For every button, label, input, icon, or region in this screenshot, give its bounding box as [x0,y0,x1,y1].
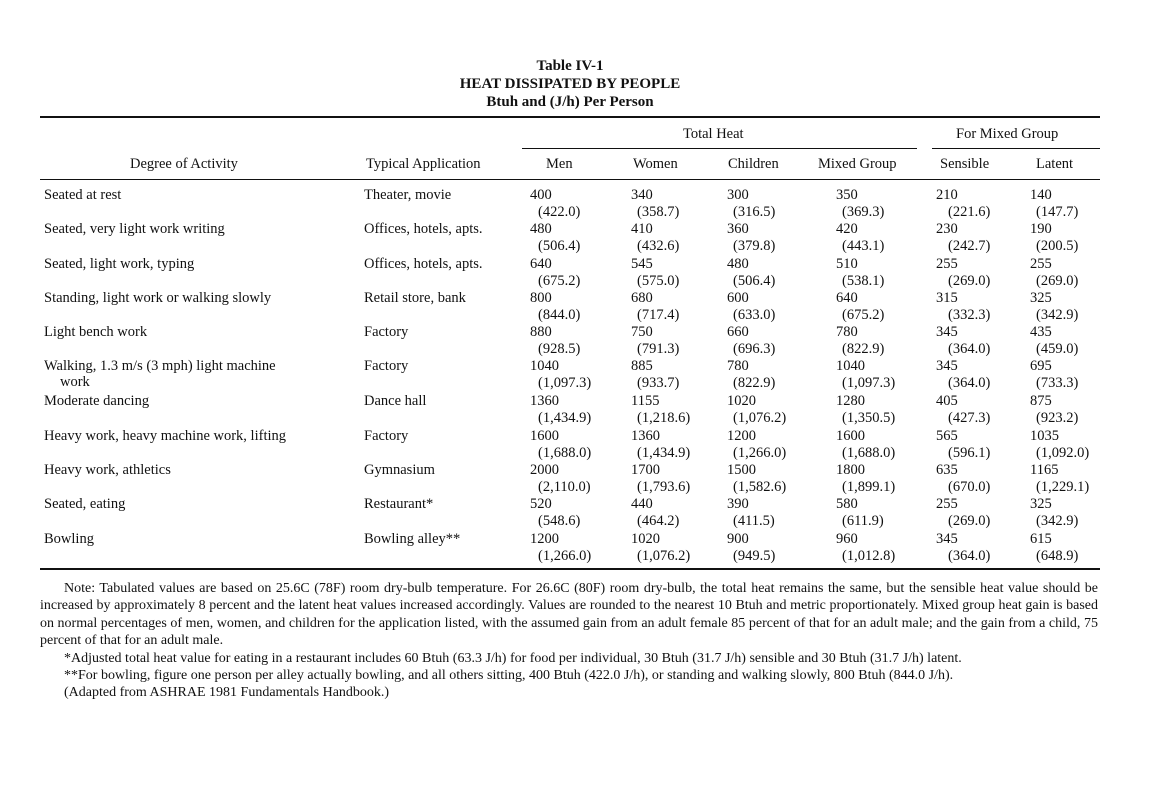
children-btuh-cell: 660 [727,324,749,340]
women-jh-cell: (1,434.9) [637,445,691,461]
typical-application-cell: Factory [364,358,409,374]
women-btuh-cell: 440 [631,496,653,512]
women-btuh-cell: 1155 [631,393,660,409]
children-jh-cell: (1,076.2) [733,410,787,426]
children-jh-cell: (1,266.0) [733,445,787,461]
header-total-heat: Total Heat [683,126,744,142]
activity-cell: work [60,374,90,390]
children-jh-cell: (696.3) [733,341,776,357]
sensible-jh-cell: (221.6) [948,204,991,220]
mixed-jh-cell: (1,688.0) [842,445,896,461]
mixed-jh-cell: (1,350.5) [842,410,896,426]
men-jh-cell: (1,097.3) [538,375,592,391]
women-btuh-cell: 410 [631,221,653,237]
mixed-btuh-cell: 1600 [836,428,865,444]
sensible-btuh-cell: 405 [936,393,958,409]
mixed-jh-cell: (675.2) [842,307,885,323]
women-jh-cell: (1,793.6) [637,479,691,495]
latent-jh-cell: (923.2) [1036,410,1079,426]
women-btuh-cell: 545 [631,256,653,272]
men-jh-cell: (1,434.9) [538,410,592,426]
sensible-jh-cell: (269.0) [948,273,991,289]
women-btuh-cell: 750 [631,324,653,340]
sensible-jh-cell: (242.7) [948,238,991,254]
sensible-btuh-cell: 345 [936,358,958,374]
children-btuh-cell: 300 [727,187,749,203]
latent-btuh-cell: 255 [1030,256,1052,272]
sensible-jh-cell: (364.0) [948,548,991,564]
latent-btuh-cell: 615 [1030,531,1052,547]
activity-cell: Walking, 1.3 m/s (3 mph) light machine [44,358,276,374]
women-btuh-cell: 1700 [631,462,660,478]
children-jh-cell: (411.5) [733,513,775,529]
typical-application-cell: Offices, hotels, apts. [364,256,483,272]
children-btuh-cell: 360 [727,221,749,237]
header-mixed-group: Mixed Group [818,156,897,172]
table-subtitle: Btuh and (J/h) Per Person [486,94,654,110]
latent-jh-cell: (200.5) [1036,238,1079,254]
mixed-jh-cell: (1,899.1) [842,479,896,495]
mixed-btuh-cell: 1800 [836,462,865,478]
men-btuh-cell: 640 [530,256,552,272]
children-btuh-cell: 390 [727,496,749,512]
mixed-btuh-cell: 960 [836,531,858,547]
women-jh-cell: (791.3) [637,341,680,357]
men-btuh-cell: 1600 [530,428,559,444]
latent-btuh-cell: 1165 [1030,462,1059,478]
men-jh-cell: (1,266.0) [538,548,592,564]
latent-jh-cell: (342.9) [1036,307,1079,323]
activity-cell: Moderate dancing [44,393,150,409]
sensible-jh-cell: (269.0) [948,513,991,529]
latent-jh-cell: (1,229.1) [1036,479,1090,495]
latent-btuh-cell: 190 [1030,221,1052,237]
women-jh-cell: (1,076.2) [637,548,691,564]
mixed-jh-cell: (1,012.8) [842,548,896,564]
mixed-btuh-cell: 580 [836,496,858,512]
mixed-btuh-cell: 640 [836,290,858,306]
sensible-btuh-cell: 255 [936,496,958,512]
children-btuh-cell: 900 [727,531,749,547]
children-btuh-cell: 600 [727,290,749,306]
activity-cell: Seated, light work, typing [44,256,195,272]
sensible-btuh-cell: 315 [936,290,958,306]
note-bowling: **For bowling, figure one person per alley actually bowling, and all others sitting, 400 Btuh (422.0 J/h), or standing and walking slowly, 800 Btuh (844.0 J/h). [64,668,954,684]
men-btuh-cell: 2000 [530,462,559,478]
activity-cell: Heavy work, athletics [44,462,171,478]
women-btuh-cell: 340 [631,187,653,203]
children-jh-cell: (949.5) [733,548,776,564]
header-typical-application: Typical Application [366,156,481,172]
sensible-jh-cell: (427.3) [948,410,991,426]
latent-jh-cell: (269.0) [1036,273,1079,289]
men-jh-cell: (928.5) [538,341,581,357]
table-notes [40,580,1098,702]
table-title: HEAT DISSIPATED BY PEOPLE [459,76,681,92]
latent-jh-cell: (648.9) [1036,548,1079,564]
header-children: Children [728,156,779,172]
table-number: Table IV-1 [536,58,604,74]
activity-cell: Seated at rest [44,187,122,203]
men-btuh-cell: 480 [530,221,552,237]
men-jh-cell: (548.6) [538,513,581,529]
mixed-btuh-cell: 420 [836,221,858,237]
total-heat-rule [522,148,917,149]
men-btuh-cell: 880 [530,324,552,340]
mixed-btuh-cell: 510 [836,256,858,272]
note-restaurant: *Adjusted total heat value for eating in a restaurant includes 60 Btuh (63.3 J/h) for food per individual, 30 Btuh (31.7 J/h) sensible and 30 Btuh (31.7 J/h) latent. [64,650,962,666]
mixed-jh-cell: (1,097.3) [842,375,896,391]
header-for-mixed-group: For Mixed Group [956,126,1059,142]
sensible-jh-cell: (670.0) [948,479,991,495]
men-jh-cell: (675.2) [538,273,581,289]
latent-jh-cell: (733.3) [1036,375,1079,391]
children-jh-cell: (316.5) [733,204,776,220]
mixed-group-rule [932,148,1100,149]
children-btuh-cell: 780 [727,358,749,374]
latent-btuh-cell: 325 [1030,290,1052,306]
mixed-jh-cell: (611.9) [842,513,884,529]
header-degree-of-activity: Degree of Activity [130,156,238,172]
latent-jh-cell: (147.7) [1036,204,1079,220]
latent-btuh-cell: 875 [1030,393,1052,409]
activity-cell: Seated, very light work writing [44,221,225,237]
men-btuh-cell: 400 [530,187,552,203]
women-jh-cell: (717.4) [637,307,680,323]
activity-cell: Light bench work [44,324,148,340]
latent-btuh-cell: 695 [1030,358,1052,374]
men-jh-cell: (422.0) [538,204,581,220]
mixed-jh-cell: (443.1) [842,238,885,254]
sensible-btuh-cell: 635 [936,462,958,478]
mixed-btuh-cell: 780 [836,324,858,340]
women-jh-cell: (464.2) [637,513,680,529]
women-btuh-cell: 680 [631,290,653,306]
typical-application-cell: Factory [364,428,409,444]
men-btuh-cell: 1200 [530,531,559,547]
latent-btuh-cell: 1035 [1030,428,1059,444]
women-jh-cell: (1,218.6) [637,410,691,426]
mixed-jh-cell: (822.9) [842,341,885,357]
header-latent: Latent [1036,156,1074,172]
children-jh-cell: (379.8) [733,238,776,254]
sensible-jh-cell: (596.1) [948,445,991,461]
typical-application-cell: Dance hall [364,393,427,409]
sensible-btuh-cell: 345 [936,324,958,340]
men-btuh-cell: 1360 [530,393,559,409]
children-btuh-cell: 1020 [727,393,756,409]
children-jh-cell: (506.4) [733,273,776,289]
note-source: (Adapted from ASHRAE 1981 Fundamentals Handbook.) [64,685,390,701]
men-btuh-cell: 520 [530,496,552,512]
latent-btuh-cell: 325 [1030,496,1052,512]
latent-jh-cell: (342.9) [1036,513,1079,529]
typical-application-cell: Factory [364,324,409,340]
latent-btuh-cell: 140 [1030,187,1052,203]
top-rule [40,116,1100,118]
sensible-btuh-cell: 230 [936,221,958,237]
latent-jh-cell: (1,092.0) [1036,445,1090,461]
women-btuh-cell: 885 [631,358,653,374]
mixed-jh-cell: (538.1) [842,273,885,289]
women-btuh-cell: 1020 [631,531,660,547]
children-btuh-cell: 1500 [727,462,756,478]
women-jh-cell: (358.7) [637,204,680,220]
children-jh-cell: (822.9) [733,375,776,391]
typical-application-cell: Theater, movie [364,187,452,203]
mixed-btuh-cell: 1280 [836,393,865,409]
men-jh-cell: (506.4) [538,238,581,254]
children-jh-cell: (1,582.6) [733,479,787,495]
men-jh-cell: (844.0) [538,307,581,323]
sensible-btuh-cell: 255 [936,256,958,272]
men-jh-cell: (2,110.0) [538,479,591,495]
header-men: Men [546,156,573,172]
sensible-jh-cell: (332.3) [948,307,991,323]
men-btuh-cell: 1040 [530,358,559,374]
men-jh-cell: (1,688.0) [538,445,592,461]
mixed-btuh-cell: 1040 [836,358,865,374]
table-bottom-rule [40,568,1100,570]
children-btuh-cell: 1200 [727,428,756,444]
activity-cell: Heavy work, heavy machine work, lifting [44,428,286,444]
men-btuh-cell: 800 [530,290,552,306]
latent-jh-cell: (459.0) [1036,341,1079,357]
typical-application-cell: Offices, hotels, apts. [364,221,483,237]
sensible-btuh-cell: 345 [936,531,958,547]
header-sensible: Sensible [940,156,990,172]
header-bottom-rule [40,179,1100,180]
women-jh-cell: (575.0) [637,273,680,289]
typical-application-cell: Retail store, bank [364,290,466,306]
typical-application-cell: Gymnasium [364,462,435,478]
sensible-btuh-cell: 565 [936,428,958,444]
sensible-btuh-cell: 210 [936,187,958,203]
typical-application-cell: Restaurant* [364,496,434,512]
note-paragraph: Note: Tabulated values are based on 25.6C (78F) room dry-bulb temperature. For 26.6C (80F) room dry-bulb, the total heat remains the same, but the sensible heat value should be increased by approximately 8 percent and the latent heat values increased accordingly. Values are rounded to the nearest 10 Btuh and metric proportionately. Mixed group heat gain is based on normal percentages of men, women, and children for the application listed, with the assumed gain from an adult female 85 percent of that for an adult male; and the gain from a child, 75 percent of that for an adult male. [40,581,1098,649]
header-women: Women [633,156,678,172]
women-jh-cell: (432.6) [637,238,680,254]
activity-cell: Standing, light work or walking slowly [44,290,272,306]
children-jh-cell: (633.0) [733,307,776,323]
sensible-jh-cell: (364.0) [948,375,991,391]
mixed-btuh-cell: 350 [836,187,858,203]
latent-btuh-cell: 435 [1030,324,1052,340]
mixed-jh-cell: (369.3) [842,204,885,220]
women-jh-cell: (933.7) [637,375,680,391]
children-btuh-cell: 480 [727,256,749,272]
activity-cell: Bowling [44,531,94,547]
activity-cell: Seated, eating [44,496,126,512]
typical-application-cell: Bowling alley** [364,531,461,547]
sensible-jh-cell: (364.0) [948,341,991,357]
women-btuh-cell: 1360 [631,428,660,444]
